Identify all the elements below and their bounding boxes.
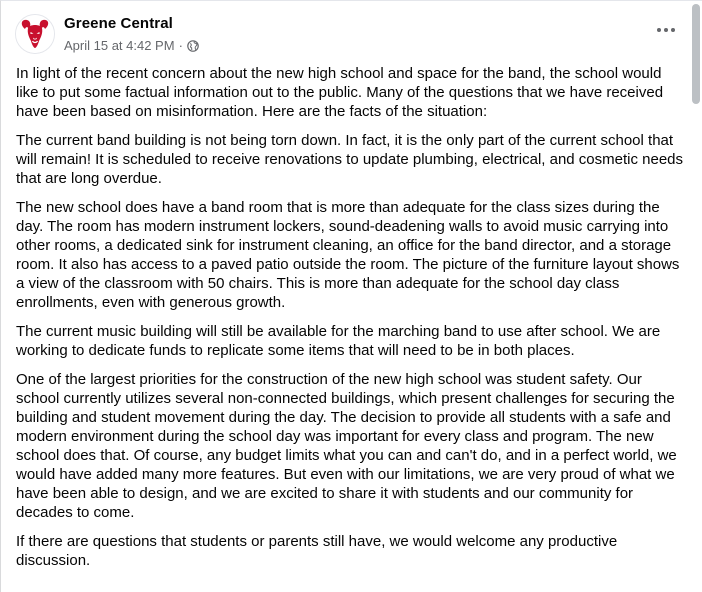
post-paragraph: The current music building will still be available for the marching band to use after school. We are working to dedicate funds to replicate some items that will need to be in both places. xyxy=(16,323,661,359)
post-body xyxy=(16,64,688,580)
post-paragraph: In light of the recent concern about the new high school and space for the band, the school would like to put some factual information out to the public. Many of the questions that we have received have been based on misinformation. Here are the facts of the situation: xyxy=(16,65,664,120)
globe-icon[interactable] xyxy=(187,40,199,52)
post-paragraph: The current band building is not being torn down. In fact, it is the only part of the current school that will remain! It is scheduled to receive renovations to update plumbing, electrical, and cosmetic needs that are long overdue. xyxy=(16,132,684,187)
post-timestamp[interactable]: April 15 at 4:42 PM xyxy=(64,38,175,53)
more-options-icon[interactable] xyxy=(654,22,678,38)
more-dot xyxy=(664,28,668,32)
post-paragraph: If there are questions that students or parents still have, we would welcome any productive discussion. xyxy=(16,533,618,569)
post-paragraph: The new school does have a band room that is more than adequate for the class sizes during the day. The room has modern instrument lockers, sound-deadening walls to avoid music carrying into other rooms, a dedicated sink for instrument cleaning, an office for the band director, and a storage room. It also has access to a paved patio outside the room. The picture of the furniture layout shows a view of the classroom with 50 chairs. This is more than adequate for the school day class enrollments, even with generous growth. xyxy=(16,199,680,311)
post-paragraph: One of the largest priorities for the construction of the new high school was student safety. Our school currently utilizes several non-connected buildings, which present challenges for securing the building and student movement during the day. The decision to provide all students with a safe and modern environment during the school day was important for every class and program. The new school does that. Of course, any budget limits what you can and can't do, and in a perfect world, we would have added many more features. But even with our limitations, we are very proud of what we have been able to design, and we are excited to share it with students and our community for decades to come. xyxy=(16,371,677,521)
post-header xyxy=(15,14,682,58)
more-dot xyxy=(671,28,675,32)
post-meta xyxy=(64,38,199,53)
meta-separator: · xyxy=(178,38,183,53)
more-dot xyxy=(657,28,661,32)
ram-mascot-icon[interactable] xyxy=(15,14,55,54)
scrollbar-thumb[interactable] xyxy=(692,4,700,104)
page-name-link[interactable]: Greene Central xyxy=(64,15,173,32)
